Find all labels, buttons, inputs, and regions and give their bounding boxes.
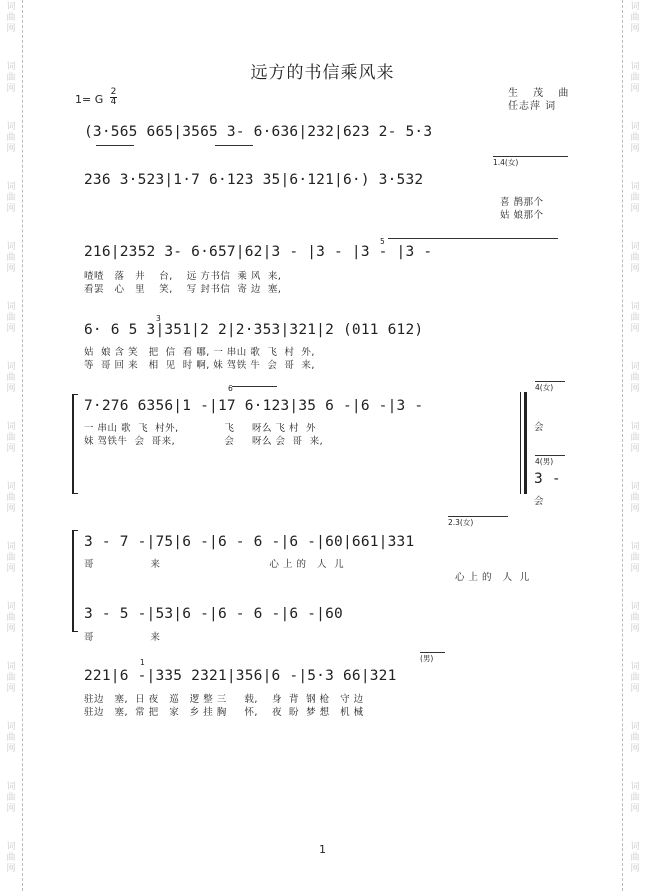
watermark-text: 词 曲 网 [630,362,640,394]
lyricist-credit: 任志萍 词 [508,101,557,112]
watermark-text: 词 曲 网 [6,842,16,874]
watermark-text: 词 曲 网 [630,842,640,874]
solo-mark: 4(女) [535,381,565,393]
watermark-text: 词 曲 网 [6,482,16,514]
watermark-text: 词 曲 网 [630,302,640,334]
watermark-text: 词 曲 网 [630,182,640,214]
lyric-5b: 妹 驾铁牛 会 哥来, 会 呀么 会 哥 来, [84,436,324,447]
solo-mark: (男) [420,652,445,664]
lyric-3a: 喳喳 落 井 台, 远 方书信 乘 风 来, [84,271,282,282]
watermark-text: 词 曲 网 [6,302,16,334]
score-line-6b: 3 - 5 -|53|6 -|6 - 6 -|6 -|60 [84,606,343,622]
watermark-text: 词 曲 网 [630,782,640,814]
score-line-5b: 3 - [534,471,561,487]
lyric-4a: 姑 娘 含 笑 把 信 看 哪, 一 串山 歌 飞 村 外, [84,347,315,358]
watermark-text: 词 曲 网 [6,182,16,214]
lyric-2b: 姑 娘那个 [500,210,544,221]
score-line-6: 3 - 7 -|75|6 -|6 - 6 -|6 -|60|661|331 [84,534,415,550]
repeat-barline [524,392,527,494]
watermark-text: 词 曲 网 [630,602,640,634]
score-line-5: 7·276 6356|1 -|17 6·123|35 6 -|6 -|3 - [84,398,424,414]
score-line-4: 6· 6 5 3|351|2 2|2·353|321|2 (011 612) [84,322,424,338]
song-title: 远方的书信乘风来 [250,63,395,83]
system-bracket [72,394,78,494]
watermark-text: 词 曲 网 [6,62,16,94]
beam [215,145,253,146]
watermark-text: 词 曲 网 [6,722,16,754]
tie-line [388,238,558,239]
grace-note: 1 [140,658,145,667]
grace-note: 3 [156,314,161,323]
watermark-text: 词 曲 网 [6,362,16,394]
watermark-text: 词 曲 网 [630,482,640,514]
beam [96,145,134,146]
watermark-text: 词 曲 网 [630,662,640,694]
system-bracket [72,530,78,632]
score-line-2: 236 3·523|1·7 6·123 35|6·121|6·) 3·532 [84,172,424,188]
watermark-text: 词 曲 网 [630,2,640,34]
watermark-text: 词 曲 网 [6,602,16,634]
watermark-text: 词 曲 网 [6,242,16,274]
lyric-6a: 哥 来 心 上 的 人 儿 [84,559,345,570]
key-signature: 1= G [75,93,104,106]
lyric-2a: 喜 鹊那个 [500,197,544,208]
watermark-text: 词 曲 网 [630,122,640,154]
solo-mark: 2.3(女) [448,516,508,528]
score-line-1: (3·565 665|3565 3- 6·636|232|623 2- 5·3 [84,124,433,140]
grace-note: 5 [380,237,385,246]
watermark-text: 词 曲 网 [630,722,640,754]
lyric-6b: 心 上 的 人 儿 [455,572,530,583]
score-line-7: 221|6 -|335 2321|356|6 -|5·3 66|321 [84,668,397,684]
solo-mark: 4(男) [535,455,565,467]
meter-top: 2 [110,87,117,97]
watermark-text: 词 曲 网 [6,782,16,814]
grace-note: 6 [228,384,233,393]
solo-mark: 1.4(女) [493,156,568,168]
lyric-4b: 等 哥 回 来 相 见 时 啊, 妹 驾铁 牛 会 哥 来, [84,360,315,371]
lyric-6c: 哥 来 [84,632,161,643]
watermark-text: 词 曲 网 [6,2,16,34]
lyric-7b: 驻边 塞, 常 把 家 乡 挂 胸 怀, 夜 盼 梦 想 机 械 [84,707,364,718]
lyric-5a: 一 串山 歌 飞 村外, 飞 呀么 飞 村 外 [84,423,317,434]
tie-line [232,386,277,387]
lyric-7a: 驻边 塞, 日 夜 巡 逻 整 三 载, 身 背 钢 枪 守 边 [84,694,364,705]
watermark-text: 词 曲 网 [630,242,640,274]
watermark-text: 词 曲 网 [6,122,16,154]
right-dashed-border [622,0,623,891]
watermark-text: 词 曲 网 [6,422,16,454]
left-dashed-border [22,0,23,891]
time-signature [110,88,117,107]
meter-bottom: 4 [110,97,117,107]
watermark-text: 词 曲 网 [6,542,16,574]
lyric-3b: 看罢 心 里 笑, 写 封书信 寄 边 塞, [84,284,282,295]
page-number: 1 [319,843,326,856]
barline [520,392,521,494]
watermark-text: 词 曲 网 [630,542,640,574]
watermark-text: 词 曲 网 [630,422,640,454]
watermark-text: 词 曲 网 [6,662,16,694]
composer-credit: 生 茂 曲 [508,88,575,99]
lyric-5c: 会 [534,422,545,433]
watermark-text: 词 曲 网 [630,62,640,94]
score-line-3: 216|2352 3- 6·657|62|3 - |3 - |3 - |3 - [84,244,433,260]
lyric-5d: 会 [534,496,545,507]
